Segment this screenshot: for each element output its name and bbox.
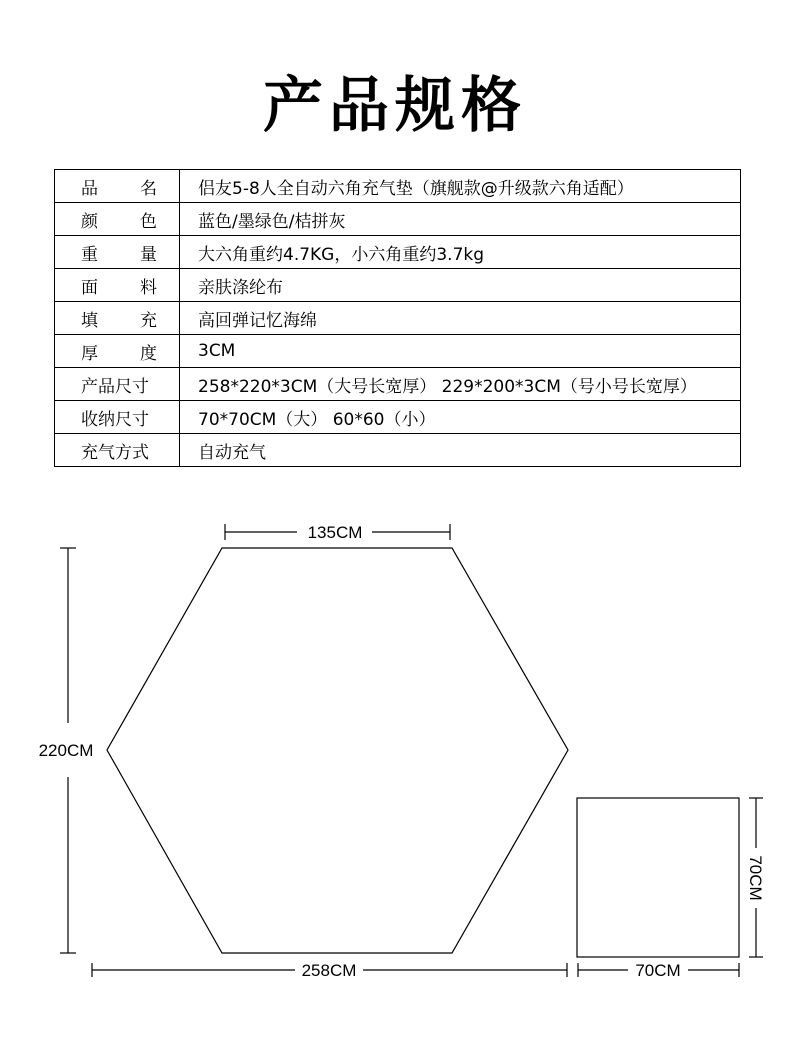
hex-width-label: 258CM	[301, 961, 357, 980]
square-height-label: 70CM	[746, 855, 765, 901]
page-title: 产品规格	[263, 71, 527, 141]
spec-label: 产品尺寸	[55, 368, 180, 401]
spec-value: 自动充气	[180, 434, 741, 467]
hexagon-mat-outline	[107, 548, 568, 953]
spec-label: 充气方式	[55, 434, 180, 467]
spec-value: 亲肤涤纶布	[180, 269, 741, 302]
spec-value: 70*70CM（大） 60*60（小）	[180, 401, 741, 434]
spec-value: 258*220*3CM（大号长宽厚） 229*200*3CM（号小号长宽厚）	[180, 368, 741, 401]
spec-value: 蓝色/墨绿色/桔拼灰	[180, 203, 741, 236]
spec-label: 品 名	[55, 170, 180, 203]
square-storage-outline	[577, 798, 739, 957]
spec-value: 3CM	[180, 335, 741, 368]
hex-top-width-label: 135CM	[307, 523, 363, 542]
spec-value: 大六角重约4.7KG，小六角重约3.7kg	[180, 236, 741, 269]
hex-height-label: 220CM	[38, 741, 94, 760]
spec-label: 收纳尺寸	[55, 401, 180, 434]
spec-value: 侣友5-8人全自动六角充气垫（旗舰款@升级款六角适配）	[180, 170, 741, 203]
spec-label: 重 量	[55, 236, 180, 269]
spec-label: 颜 色	[55, 203, 180, 236]
square-width-label: 70CM	[635, 961, 681, 980]
spec-label: 填 充	[55, 302, 180, 335]
spec-label: 厚 度	[55, 335, 180, 368]
spec-value: 高回弹记忆海绵	[180, 302, 741, 335]
spec-label: 面 料	[55, 269, 180, 302]
